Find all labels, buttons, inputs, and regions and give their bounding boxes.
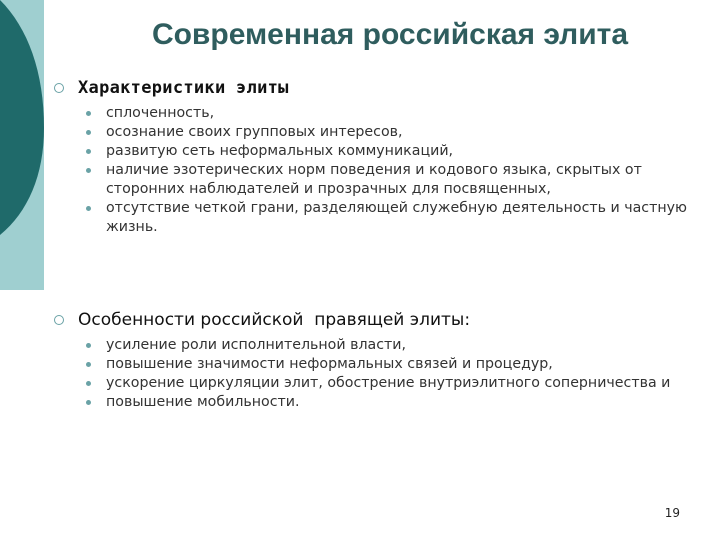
list-item: ускорение циркуляции элит, обострение внутриэлитного соперничества и (86, 374, 712, 393)
section-heading: Характеристики элиты (78, 78, 289, 98)
section-russian-elite-features (52, 310, 712, 412)
section-elite-characteristics (52, 78, 712, 237)
section-header (52, 310, 712, 330)
list-item: развитую сеть неформальных коммуникаций, (86, 142, 712, 161)
bullet-list (52, 104, 712, 237)
hollow-bullet-icon (54, 83, 64, 93)
bullet-dot-icon (86, 149, 91, 154)
section-header (52, 78, 712, 98)
list-item: наличие эзотерических норм поведения и кодового языка, скрытых от сторонних наблюдателей и прозрачных для посвященных, (86, 161, 712, 199)
slide-title: Современная российская элита (151, 18, 629, 51)
bullet-dot-icon (86, 400, 91, 405)
section-heading: Особенности российской правящей элиты: (78, 310, 471, 330)
bullet-dot-icon (86, 206, 91, 211)
page-number: 19 (664, 506, 680, 520)
list-item: повышение мобильности. (86, 393, 712, 412)
bullet-dot-icon (86, 381, 91, 386)
bullet-dot-icon (86, 168, 91, 173)
bullet-dot-icon (86, 111, 91, 116)
hollow-bullet-icon (54, 315, 64, 325)
list-item: отсутствие четкой грани, разделяющей служебную деятельность и частную жизнь. (86, 199, 712, 237)
bullet-list (52, 336, 712, 412)
bullet-dot-icon (86, 362, 91, 367)
list-item: усиление роли исполнительной власти, (86, 336, 712, 355)
list-item: осознание своих групповых интересов, (86, 123, 712, 142)
decorative-shapes (0, 0, 44, 290)
list-item: сплоченность, (86, 104, 712, 123)
bullet-dot-icon (86, 343, 91, 348)
list-item: повышение значимости неформальных связей и процедур, (86, 355, 712, 374)
bullet-dot-icon (86, 130, 91, 135)
